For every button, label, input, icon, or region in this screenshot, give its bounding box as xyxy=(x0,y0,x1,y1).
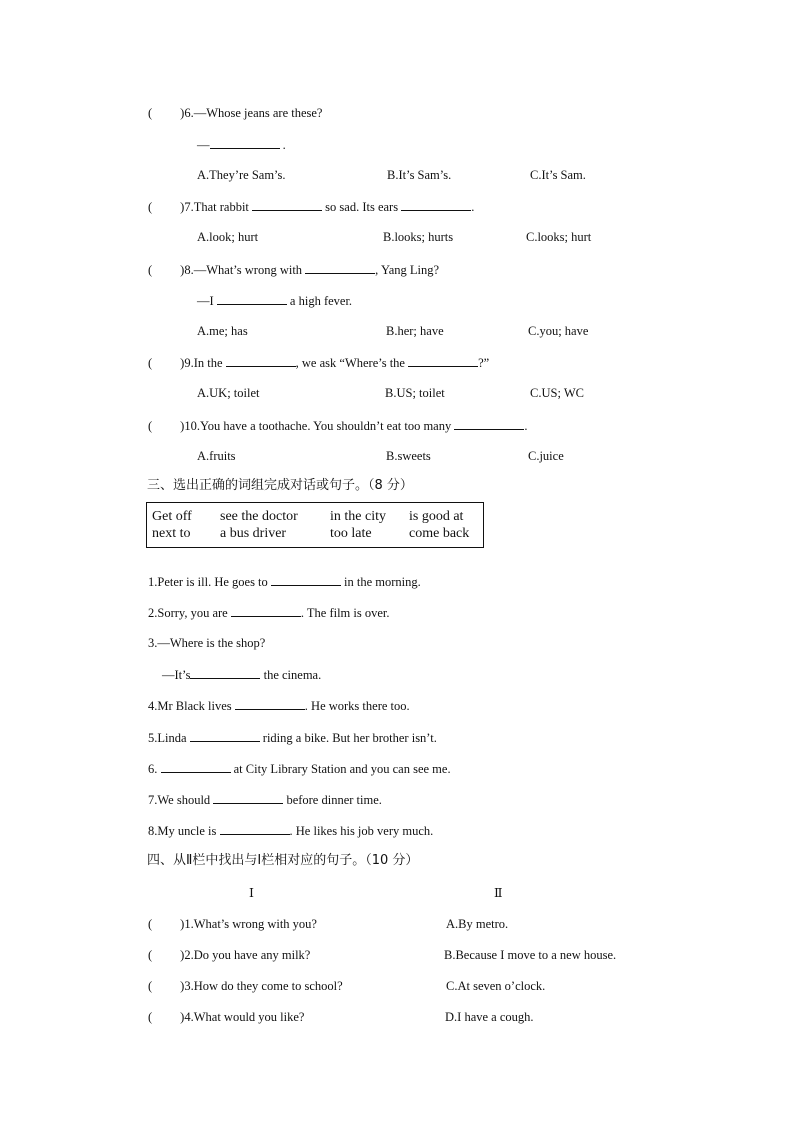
section-3-item xyxy=(148,573,421,590)
option-b: B.US; toilet xyxy=(385,386,445,400)
fill-blank[interactable] xyxy=(217,292,287,305)
item-text: . The film is over. xyxy=(300,606,390,620)
answer-paren-close: ) xyxy=(180,419,185,433)
question-8 xyxy=(148,261,439,278)
answer-paren-close: ) xyxy=(180,263,185,277)
word-bank-item: next to xyxy=(152,526,191,541)
section-3-item xyxy=(148,729,437,746)
dash: — xyxy=(197,138,210,152)
stem-part: 10.You have a toothache. You shouldn’t eat too many xyxy=(184,419,452,433)
stem-part: so sad. Its ears xyxy=(325,200,399,214)
stem-part: , Yang Ling? xyxy=(375,263,440,277)
option-a: A.me; has xyxy=(197,324,248,338)
stem-part: 9.In the xyxy=(184,356,223,370)
matching-row xyxy=(148,1009,304,1025)
item-text: 4.Mr Black lives xyxy=(148,699,232,713)
section-3-item: 3.—Where is the shop? xyxy=(148,636,266,650)
answer-paren-open: ( xyxy=(148,263,153,277)
question-7 xyxy=(148,198,474,215)
stem-part: 7.That rabbit xyxy=(184,200,249,214)
question-9 xyxy=(148,354,489,371)
option-c: C.you; have xyxy=(528,324,589,338)
section-3-item xyxy=(148,791,382,808)
fill-blank[interactable] xyxy=(190,666,260,679)
fill-blank[interactable] xyxy=(408,354,478,367)
item-text: 8.My uncle is xyxy=(148,824,217,838)
item-text: . He works there too. xyxy=(304,699,410,713)
item-text: 5.Linda xyxy=(148,731,187,745)
column-2-header: Ⅱ xyxy=(494,886,503,900)
matching-right: A.By metro. xyxy=(446,917,509,931)
word-bank-item: too late xyxy=(330,526,372,541)
stem-part: —I xyxy=(197,294,214,308)
answer-paren-close: ) xyxy=(180,979,185,993)
matching-left: 2.Do you have any milk? xyxy=(184,948,311,962)
fill-blank[interactable] xyxy=(401,198,471,211)
option-c: C.juice xyxy=(528,449,564,463)
item-text: 1.Peter is ill. He goes to xyxy=(148,575,268,589)
fill-blank[interactable] xyxy=(226,354,296,367)
option-c: C.It’s Sam. xyxy=(530,168,586,182)
answer-paren-close: ) xyxy=(180,200,185,214)
period: . xyxy=(279,138,286,152)
item-text: —It’s xyxy=(162,668,191,682)
fill-blank[interactable] xyxy=(161,760,231,773)
answer-paren-open: ( xyxy=(148,917,153,931)
stem-part: a high fever. xyxy=(289,294,353,308)
matching-row xyxy=(148,916,317,932)
fill-blank[interactable] xyxy=(231,604,301,617)
word-bank-item: is good at xyxy=(409,509,464,524)
answer-paren-close: ) xyxy=(180,948,185,962)
word-bank-box xyxy=(146,502,484,548)
answer-paren-open: ( xyxy=(148,948,153,962)
option-c: C.US; WC xyxy=(530,386,584,400)
item-text: . He likes his job very much. xyxy=(289,824,434,838)
fill-blank[interactable] xyxy=(271,573,341,586)
stem-part: 8.—What’s wrong with xyxy=(184,263,303,277)
fill-blank[interactable] xyxy=(213,791,283,804)
column-1-header: Ⅰ xyxy=(249,886,254,900)
stem-part: . xyxy=(524,419,528,433)
answer-paren-open: ( xyxy=(148,419,153,433)
fill-blank[interactable] xyxy=(252,198,322,211)
option-b: B.looks; hurts xyxy=(383,230,454,244)
fill-blank[interactable] xyxy=(235,697,305,710)
item-text: the cinema. xyxy=(263,668,322,682)
fill-blank[interactable] xyxy=(190,729,260,742)
matching-right: D.I have a cough. xyxy=(445,1010,534,1024)
stem-part: ?” xyxy=(478,356,490,370)
matching-row xyxy=(148,947,310,963)
question-8-answer-line xyxy=(197,292,352,309)
answer-paren-open: ( xyxy=(148,1010,153,1024)
answer-paren-open: ( xyxy=(148,979,153,993)
fill-blank[interactable] xyxy=(220,822,290,835)
item-text: riding a bike. But her brother isn’t. xyxy=(262,731,437,745)
stem-part: . xyxy=(471,200,475,214)
section-3-item xyxy=(148,822,433,839)
option-c: C.looks; hurt xyxy=(526,230,592,244)
matching-right: C.At seven o’clock. xyxy=(446,979,546,993)
question-10 xyxy=(148,417,527,434)
word-bank-item: in the city xyxy=(330,509,386,524)
matching-left: 4.What would you like? xyxy=(184,1010,305,1024)
section-3-item xyxy=(162,666,321,683)
word-bank-item: Get off xyxy=(152,509,192,524)
question-6-answer-line xyxy=(197,136,286,153)
item-text: 2.Sorry, you are xyxy=(148,606,228,620)
item-text: 7.We should xyxy=(148,793,211,807)
word-bank-item: see the doctor xyxy=(220,509,298,524)
option-a: A.fruits xyxy=(197,449,236,463)
matching-row xyxy=(148,978,343,994)
section-3-title: 三、选出正确的词组完成对话或句子。（8 分） xyxy=(147,478,413,493)
question-6 xyxy=(148,105,322,121)
word-bank-item: a bus driver xyxy=(220,526,287,541)
fill-blank[interactable] xyxy=(454,417,524,430)
option-a: A.They’re Sam’s. xyxy=(197,168,286,182)
answer-paren-open: ( xyxy=(148,356,153,370)
section-3-item xyxy=(148,604,390,621)
option-b: B.her; have xyxy=(386,324,444,338)
section-3-item xyxy=(148,760,451,777)
fill-blank[interactable] xyxy=(210,136,280,149)
fill-blank[interactable] xyxy=(305,261,375,274)
item-text: in the morning. xyxy=(344,575,421,589)
answer-paren-close: ) xyxy=(180,106,185,120)
question-stem: 6.—Whose jeans are these? xyxy=(184,106,323,120)
answer-paren-close: ) xyxy=(180,1010,185,1024)
section-3-item xyxy=(148,697,410,714)
answer-paren-close: ) xyxy=(180,917,185,931)
option-a: A.look; hurt xyxy=(197,230,259,244)
option-b: B.sweets xyxy=(386,449,431,463)
matching-left: 1.What’s wrong with you? xyxy=(184,917,317,931)
item-text: 6. xyxy=(148,762,158,776)
option-a: A.UK; toilet xyxy=(197,386,260,400)
matching-left: 3.How do they come to school? xyxy=(184,979,343,993)
matching-right: B.Because I move to a new house. xyxy=(444,948,617,962)
item-text: before dinner time. xyxy=(286,793,382,807)
item-text: at City Library Station and you can see me. xyxy=(233,762,451,776)
stem-part: , we ask “Where’s the xyxy=(295,356,405,370)
answer-paren-close: ) xyxy=(180,356,185,370)
answer-paren-open: ( xyxy=(148,200,153,214)
section-4-title: 四、从Ⅱ栏中找出与Ⅰ栏相对应的句子。（10 分） xyxy=(147,853,419,868)
word-bank-item: come back xyxy=(409,526,470,541)
answer-paren-open: ( xyxy=(148,106,153,120)
option-b: B.It’s Sam’s. xyxy=(387,168,452,182)
